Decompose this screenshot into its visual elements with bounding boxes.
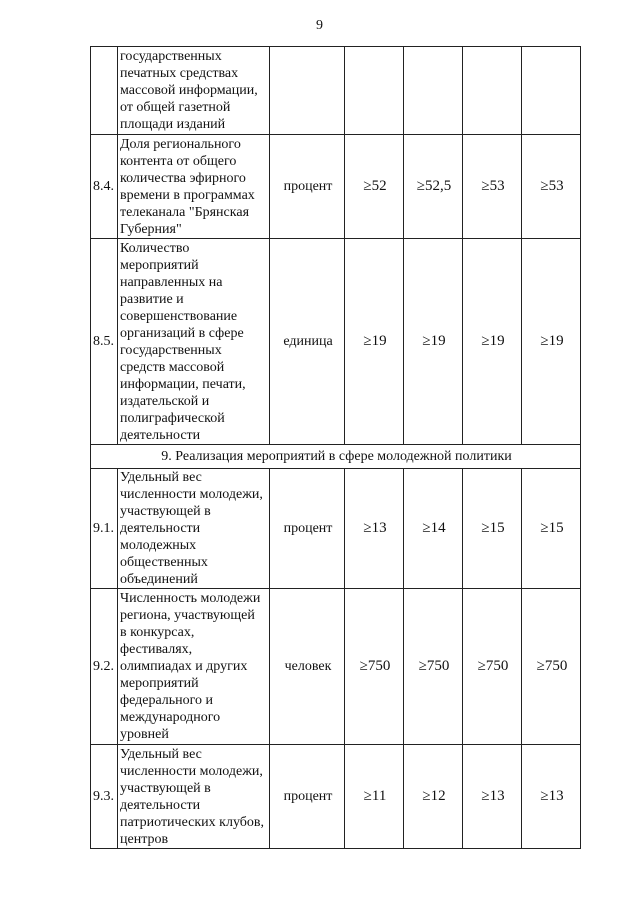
row-number: 9.2. (91, 589, 118, 745)
row-value: ≥52,5 (404, 135, 463, 239)
row-unit: процент (270, 469, 345, 589)
row-description: государственных печатных средствах массовой информации, от общей газетной площади изданий (118, 47, 270, 135)
table-row (91, 469, 581, 589)
section-title: 9. Реализация мероприятий в сфере молодежной политики (91, 445, 581, 469)
row-description: Численность молодежи региона, участвующей в конкурсах, фестивалях, олимпиадах и других мероприятий федерального и международного уровней (118, 589, 270, 745)
row-value: ≥53 (463, 135, 522, 239)
row-unit: процент (270, 135, 345, 239)
indicators-table (90, 46, 581, 849)
row-description: Доля регионального контента от общего количества эфирного времени в программах телеканала "Брянская Губерния" (118, 135, 270, 239)
row-number (91, 47, 118, 135)
table-row (91, 589, 581, 745)
row-description: Количество мероприятий направленных на развитие и совершенствование организаций в сфере государственных средств массовой информации, печати, издательской и полиграфической деятельности (118, 239, 270, 445)
row-description: Удельный вес численности молодежи, участвующей в деятельности молодежных общественных объединений (118, 469, 270, 589)
section-row (91, 445, 581, 469)
row-description: Удельный вес численности молодежи, участвующей в деятельности патриотических клубов, центров (118, 745, 270, 849)
row-value: ≥750 (404, 589, 463, 745)
row-value: ≥15 (463, 469, 522, 589)
row-value (522, 47, 581, 135)
row-number: 9.3. (91, 745, 118, 849)
row-value: ≥19 (404, 239, 463, 445)
row-unit (270, 47, 345, 135)
row-number: 8.4. (91, 135, 118, 239)
row-value: ≥11 (345, 745, 404, 849)
row-value: ≥15 (522, 469, 581, 589)
table-row (91, 745, 581, 849)
row-value: ≥19 (345, 239, 404, 445)
row-value: ≥13 (345, 469, 404, 589)
row-value: ≥19 (463, 239, 522, 445)
row-value: ≥750 (345, 589, 404, 745)
table-row (91, 135, 581, 239)
row-unit: единица (270, 239, 345, 445)
row-value: ≥13 (522, 745, 581, 849)
page-number: 9 (316, 18, 323, 33)
row-value: ≥750 (463, 589, 522, 745)
row-value: ≥14 (404, 469, 463, 589)
row-value: ≥52 (345, 135, 404, 239)
row-number: 9.1. (91, 469, 118, 589)
row-value (345, 47, 404, 135)
row-value (463, 47, 522, 135)
table-row (91, 239, 581, 445)
row-value (404, 47, 463, 135)
row-unit: процент (270, 745, 345, 849)
row-value: ≥12 (404, 745, 463, 849)
row-value: ≥53 (522, 135, 581, 239)
row-number: 8.5. (91, 239, 118, 445)
row-value: ≥750 (522, 589, 581, 745)
row-value: ≥19 (522, 239, 581, 445)
table-row (91, 47, 581, 135)
row-value: ≥13 (463, 745, 522, 849)
row-unit: человек (270, 589, 345, 745)
